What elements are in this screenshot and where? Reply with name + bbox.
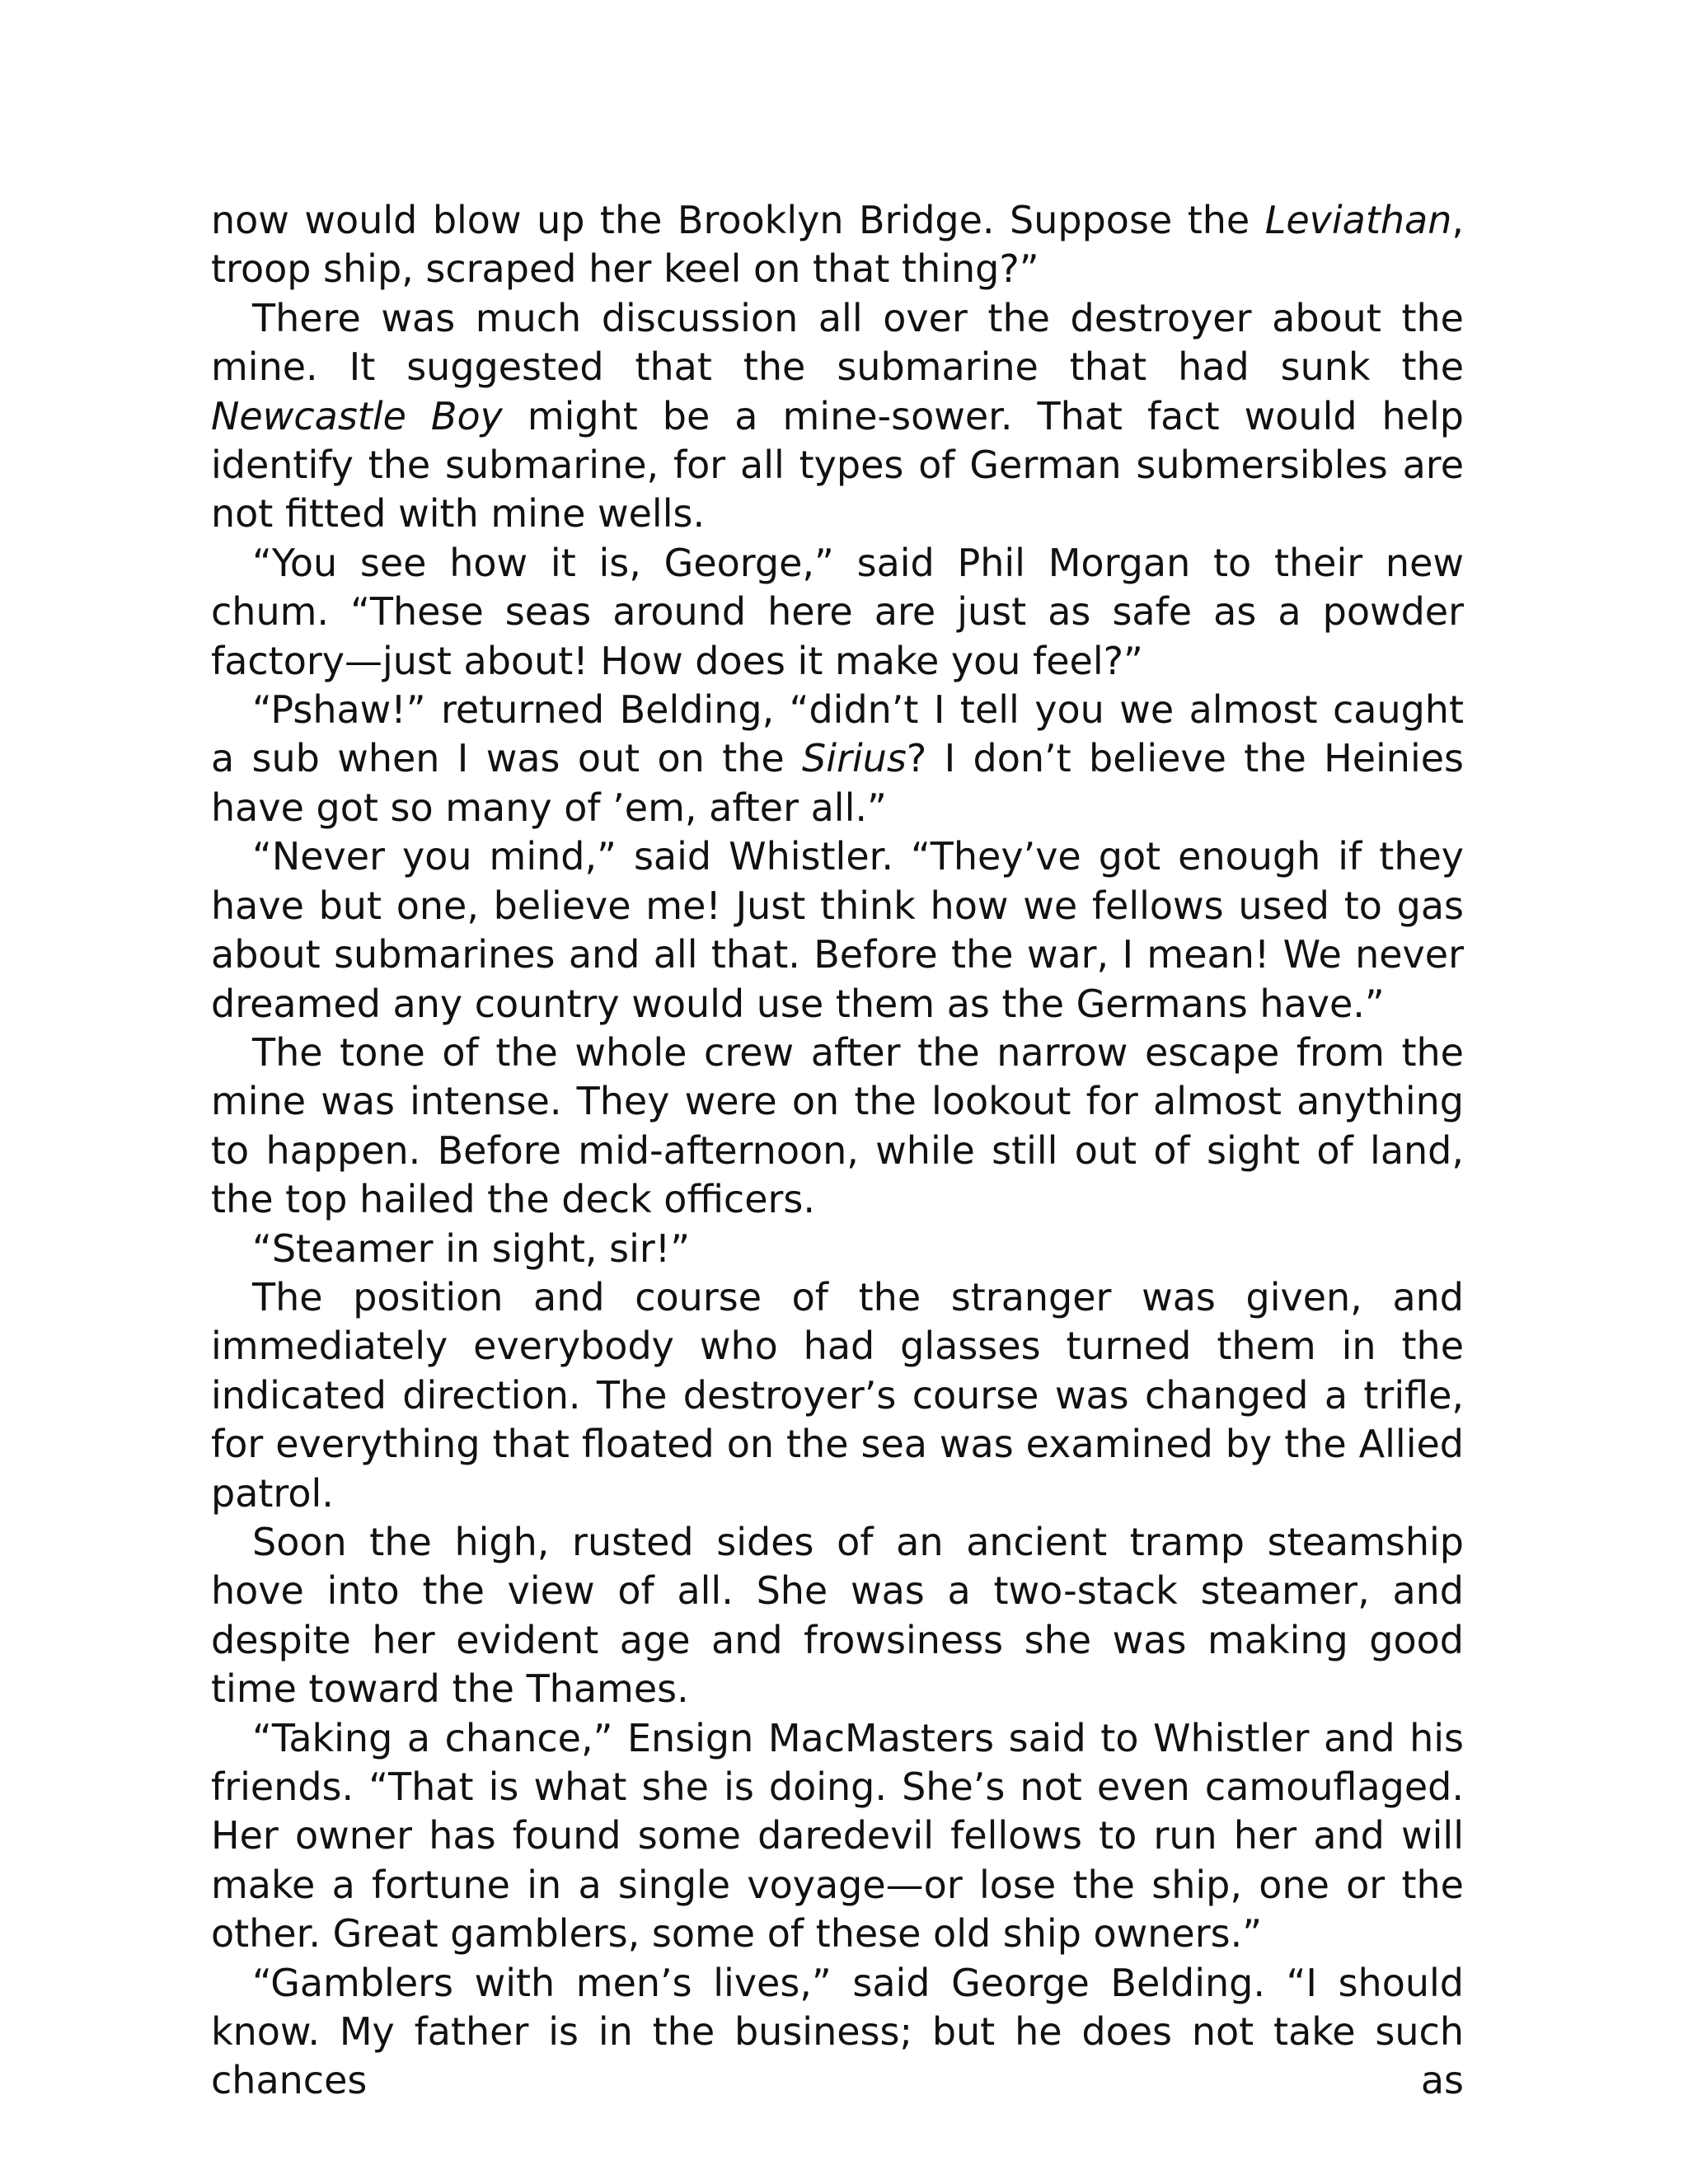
paragraph [211, 1029, 1464, 1225]
text-run: “Never you mind,” said Whistler. “They’ve got enough if they have but one, believe me! Just think how we fellows used to gas about submarines and all that. Before the war, I mean! We never dreamed any country would use them as the Germans have.” [211, 834, 1464, 1026]
paragraph [211, 539, 1464, 686]
paragraph [211, 1714, 1464, 1959]
text-run: ? I don’t believe the Heinies have got so many of ’em, after all.” [211, 736, 1464, 830]
italic-title: Sirius [802, 736, 907, 781]
text-run: “Steamer in sight, sir!” [252, 1226, 691, 1271]
text-run: Soon the high, rusted sides of an ancient tramp steamship hove into the view of all. She was a two-stack steamer, and despite her evident age and frowsiness she was making good time toward the Thames. [211, 1519, 1464, 1712]
paragraph [211, 832, 1464, 1029]
text-run: “Gamblers with men’s lives,” said George Belding. “I should know. My father is in the business; but he does not take such chances as [211, 1960, 1464, 2103]
paragraph [211, 196, 1464, 294]
text-run: now would blow up the Brooklyn Bridge. Suppose the [211, 198, 1265, 242]
text-run: “You see how it is, George,” said Phil Morgan to their new chum. “These seas around here are just as safe as a powder factory—just about! How does it make you feel?” [211, 540, 1464, 683]
text-run: might be a mine-sower. That fact would help identify the submarine, for all types of German submersibles are not fitted with mine wells. [211, 393, 1464, 537]
paragraph [211, 1225, 1464, 1273]
page-text [211, 196, 1464, 2106]
paragraph [211, 294, 1464, 539]
paragraph [211, 1273, 1464, 1518]
paragraph [211, 686, 1464, 832]
text-run: The position and course of the stranger was given, and immediately everybody who had glasses turned them in the indicated direction. The destroyer’s course was changed a trifle, for everything that floated on the sea was examined by the Allied patrol. [211, 1274, 1464, 1516]
text-run: “Taking a chance,” Ensign MacMasters said to Whistler and his friends. “That is what she is doing. She’s not even camouflaged. Her owner has found some daredevil fellows to run her and will make a fortune in a single voyage—or lose the ship, one or the other. Great gamblers, some of these old ship owners.” [211, 1715, 1464, 1957]
text-run: The tone of the whole crew after the narrow escape from the mine was intense. They were on the lookout for almost anything to happen. Before mid-afternoon, while still out of sight of land, the top hailed the deck officers. [211, 1029, 1464, 1222]
paragraph [211, 1518, 1464, 1714]
italic-title: Newcastle Boy [211, 393, 503, 438]
italic-title: Leviathan [1264, 198, 1452, 242]
text-run: “Pshaw!” returned Belding, “didn’t I tell you we almost caught a sub when I was out on the [211, 687, 1464, 781]
paragraph [211, 1959, 1464, 2106]
text-run: , troop ship, scraped her keel on that thing?” [211, 198, 1464, 292]
text-run: There was much discussion all over the destroyer about the mine. It suggested that the submarine that had sunk the [211, 295, 1464, 390]
